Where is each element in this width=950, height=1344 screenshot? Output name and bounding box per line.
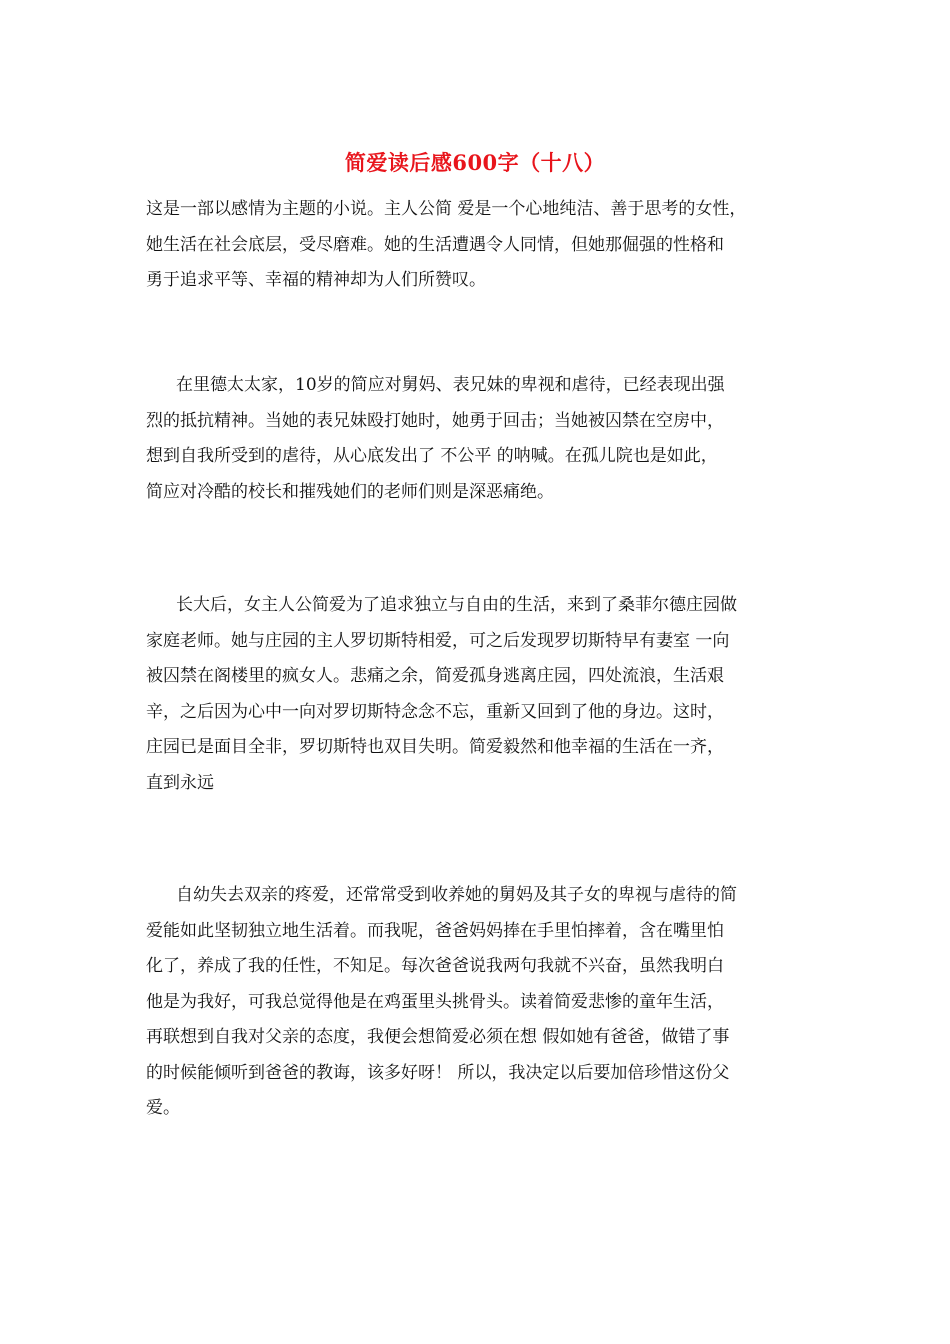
paragraph-line: 简应对冷酷的校长和摧残她们的老师们则是深恶痛绝。 <box>146 481 554 502</box>
paragraph-line-text: 在里德太太家，10岁的简应对舅妈、表兄妹的卑视和虐待，已经表现出强 <box>176 375 725 395</box>
paragraph-line: 化了，养成了我的任性，不知足。每次爸爸说我两句我就不兴奋，虽然我明白 <box>146 956 724 976</box>
paragraph-line-text: 长大后，女主人公简爱为了追求独立与自由的生活，来到了桑菲尔德庄园做 <box>176 595 737 615</box>
paragraph-2 <box>146 368 816 510</box>
paragraph-line: 辛，之后因为心中一向对罗切斯特念念不忘，重新又回到了他的身边。这时， <box>146 701 724 722</box>
paragraph-line-text: 自幼失去双亲的疼爱，还常常受到收养她的舅妈及其子女的卑视与虐待的简 <box>176 885 737 905</box>
paragraph-line: 他是为我好，可我总觉得他是在鸡蛋里头挑骨头。读着简爱悲惨的童年生活， <box>146 991 724 1012</box>
paragraph-line: 这是一部以感情为主题的小说。主人公简 爱是一个心地纯洁、善于思考的女性， <box>146 199 747 219</box>
paragraph-line: 烈的抵抗精神。当她的表兄妹殴打她时，她勇于回击；当她被囚禁在空房中， <box>146 410 724 431</box>
paragraph-4 <box>146 878 816 1127</box>
paragraph-line: 爱能如此坚韧独立地生活着。而我呢，爸爸妈妈捧在手里怕摔着，含在嘴里怕 <box>146 920 724 941</box>
paragraph-line: 再联想到自我对父亲的态度，我便会想简爱必须在想 假如她有爸爸，做错了事 <box>146 1027 730 1047</box>
paragraph-line <box>146 588 816 624</box>
paragraph-line: 的时候能倾听到爸爸的教诲，该多好呀！ 所以，我决定以后要加倍珍惜这份父 <box>146 1062 730 1083</box>
paragraph-line: 直到永远 <box>146 772 214 793</box>
document-title: 简爱读后感600字（十八） <box>344 150 606 175</box>
paragraph-line: 庄园已是面目全非，罗切斯特也双目失明。简爱毅然和他幸福的生活在一齐， <box>146 737 724 757</box>
paragraph-line <box>146 878 816 914</box>
paragraph-line: 家庭老师。她与庄园的主人罗切斯特相爱，可之后发现罗切斯特早有妻室 一向 <box>146 630 730 651</box>
paragraph-line: 她生活在社会底层，受尽磨难。她的生活遭遇令人同情，但她那倔强的性格和 <box>146 234 724 255</box>
paragraph-3 <box>146 588 816 801</box>
paragraph-line: 爱。 <box>146 1098 180 1118</box>
paragraph-line <box>146 368 816 404</box>
paragraph-1 <box>146 192 816 299</box>
paragraph-line: 被囚禁在阁楼里的疯女人。悲痛之余，简爱孤身逃离庄园，四处流浪，生活艰 <box>146 666 724 686</box>
paragraph-line: 勇于追求平等、幸福的精神却为人们所赞叹。 <box>146 270 486 290</box>
paragraph-line: 想到自我所受到的虐待，从心底发出了 不公平 的呐喊。在孤儿院也是如此， <box>146 446 718 466</box>
